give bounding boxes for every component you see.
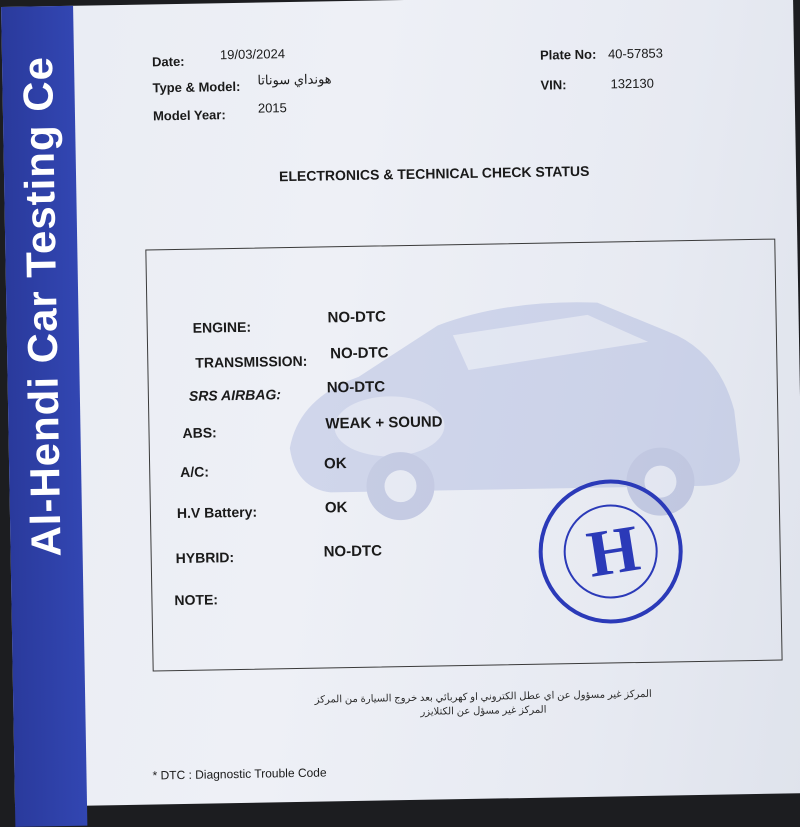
plate-value: 40-57853 bbox=[607, 45, 664, 62]
check-label-srs-airbag: SRS AIRBAG: bbox=[188, 386, 282, 404]
disclaimer-line-1: المركز غير مسؤول عن اي عطل الكتروني او كهربائي بعد خروج السيارة من المركز bbox=[314, 688, 652, 706]
check-label-ac: A/C: bbox=[180, 463, 210, 480]
report-title: ELECTRONICS & TECHNICAL CHECK STATUS bbox=[278, 162, 590, 185]
check-value-hv-battery: OK bbox=[324, 499, 348, 517]
check-value-hybrid: NO-DTC bbox=[323, 542, 383, 561]
check-value-abs: WEAK + SOUND bbox=[325, 413, 443, 433]
dtc-footnote: * DTC : Diagnostic Trouble Code bbox=[152, 765, 327, 783]
check-label-transmission: TRANSMISSION: bbox=[195, 352, 308, 371]
check-value-engine: NO-DTC bbox=[327, 308, 387, 327]
plate-label: Plate No: bbox=[539, 46, 597, 63]
date-label: Date: bbox=[151, 53, 185, 70]
company-stamp bbox=[525, 466, 697, 638]
type-model-label: Type & Model: bbox=[152, 78, 241, 96]
stamp-letter: H bbox=[582, 511, 645, 592]
check-label-engine: ENGINE: bbox=[192, 318, 252, 336]
side-band bbox=[1, 6, 87, 827]
check-label-hv-battery: H.V Battery: bbox=[176, 503, 258, 522]
model-year-value: 2015 bbox=[257, 100, 287, 116]
company-name-vertical: Al-Hendi Car Testing Ce bbox=[13, 55, 70, 558]
model-year-label: Model Year: bbox=[152, 107, 226, 124]
check-value-transmission: NO-DTC bbox=[330, 344, 389, 363]
disclaimer-line-2: المركز غير مسؤل عن الكتلايزر bbox=[420, 704, 547, 718]
type-model-value: هونداي سوناتا bbox=[257, 71, 332, 88]
check-label-abs: ABS: bbox=[182, 424, 217, 441]
vin-value: 132130 bbox=[610, 75, 655, 92]
check-value-ac: OK bbox=[323, 455, 347, 473]
check-label-hybrid: HYBRID: bbox=[175, 549, 235, 567]
disclaimer bbox=[283, 687, 683, 722]
check-label-note: NOTE: bbox=[174, 591, 219, 609]
vin-label: VIN: bbox=[540, 77, 567, 93]
check-value-srs-airbag: NO-DTC bbox=[326, 378, 386, 397]
date-value: 19/03/2024 bbox=[219, 46, 286, 63]
inspection-report-paper bbox=[1, 0, 800, 807]
